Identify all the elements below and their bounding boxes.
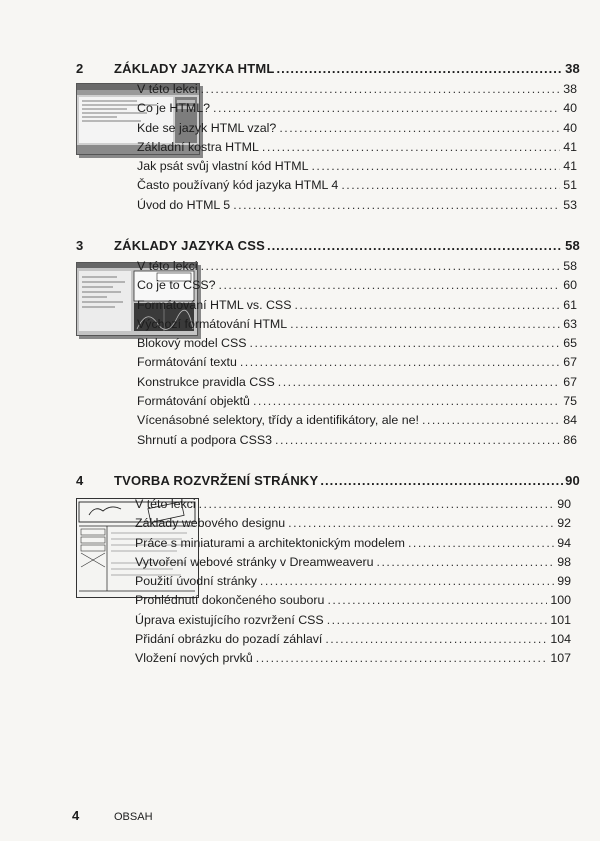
toc-entry[interactable] xyxy=(135,593,571,612)
entry-title: Práce s miniaturami a architektonickým modelem xyxy=(135,535,405,550)
dot-leader xyxy=(219,278,561,292)
entry-page: 107 xyxy=(550,651,571,666)
entry-page: 75 xyxy=(563,394,577,409)
entry-page: 86 xyxy=(563,432,577,447)
toc-entry[interactable] xyxy=(135,497,571,516)
chapter-number: 3 xyxy=(76,238,84,253)
dot-leader xyxy=(250,336,561,350)
dot-leader xyxy=(408,536,554,550)
entry-title: Často používaný kód jazyka HTML 4 xyxy=(137,178,339,193)
entry-page: 38 xyxy=(563,82,577,96)
toc-entry[interactable] xyxy=(137,121,577,140)
entry-title: V této lekci xyxy=(135,497,196,511)
entry-page: 53 xyxy=(563,197,577,212)
dot-leader xyxy=(260,574,554,588)
toc-entry[interactable] xyxy=(137,178,577,197)
toc-entry[interactable] xyxy=(137,317,577,336)
entry-page: 41 xyxy=(563,139,577,154)
entry-page: 84 xyxy=(563,413,577,428)
entry-title: Formátování textu xyxy=(137,355,237,370)
chapter-title: ZÁKLADY JAZYKA CSS xyxy=(114,238,265,253)
dot-leader xyxy=(288,516,554,530)
dot-leader xyxy=(422,413,560,427)
entry-title: Přidání obrázku do pozadí záhlaví xyxy=(135,632,323,647)
entry-page: 104 xyxy=(550,632,571,647)
toc-entry[interactable] xyxy=(135,574,571,593)
entry-title: Základní kostra HTML xyxy=(137,139,259,154)
footer-label: OBSAH xyxy=(114,811,153,823)
entry-page: 90 xyxy=(557,497,571,511)
entry-page: 51 xyxy=(563,178,577,193)
chapter-3-entries xyxy=(137,259,577,452)
entry-title: V této lekci xyxy=(137,82,198,96)
toc-entry[interactable] xyxy=(135,613,571,632)
dot-leader xyxy=(262,140,560,154)
chapter-2-entries xyxy=(137,82,577,217)
toc-entry[interactable] xyxy=(137,159,577,178)
dot-leader xyxy=(201,259,561,273)
entry-title: Vytvoření webové stránky v Dreamweaveru xyxy=(135,554,374,569)
dot-leader xyxy=(320,473,563,488)
entry-title: Formátování objektů xyxy=(137,394,250,409)
entry-title: Úvod do HTML 5 xyxy=(137,197,231,212)
toc-entry[interactable] xyxy=(135,516,571,535)
toc-entry[interactable] xyxy=(137,413,577,432)
entry-title: Vložení nových prvků xyxy=(135,651,253,666)
dot-leader xyxy=(213,101,560,115)
chapter-title: ZÁKLADY JAZYKA HTML xyxy=(114,61,275,76)
chapter-title: TVORBA ROZVRŽENÍ STRÁNKY xyxy=(114,473,319,488)
entry-title: Shrnutí a podpora CSS3 xyxy=(137,432,273,447)
entry-title: Jak psát svůj vlastní kód HTML xyxy=(137,159,309,174)
entry-title: V této lekci xyxy=(137,259,198,273)
entry-title: Formátování HTML vs. CSS xyxy=(137,297,292,312)
entry-title: Prohlédnutí dokončeného souboru xyxy=(135,593,325,608)
dot-leader xyxy=(277,61,564,76)
toc-entry[interactable] xyxy=(137,82,577,101)
entry-page: 98 xyxy=(557,554,571,569)
dot-leader xyxy=(341,178,560,192)
chapter-number: 2 xyxy=(76,61,84,76)
entry-page: 58 xyxy=(563,259,577,273)
entry-title: Konstrukce pravidla CSS xyxy=(137,374,275,389)
toc-entry[interactable] xyxy=(137,336,577,355)
entry-page: 63 xyxy=(563,316,577,331)
entry-page: 92 xyxy=(557,516,571,531)
dot-leader xyxy=(275,433,560,447)
entry-page: 99 xyxy=(557,574,571,589)
toc-entry[interactable] xyxy=(137,101,577,120)
dot-leader xyxy=(294,298,560,312)
entry-page: 61 xyxy=(563,297,577,312)
toc-entry[interactable] xyxy=(137,394,577,413)
chapter-page: 38 xyxy=(565,61,580,76)
entry-page: 67 xyxy=(563,374,577,389)
dot-leader xyxy=(377,555,555,569)
entry-page: 94 xyxy=(557,535,571,550)
toc-entry[interactable] xyxy=(137,433,577,452)
entry-title: Použití úvodní stránky xyxy=(135,574,257,589)
page-footer xyxy=(72,808,153,823)
chapter-page: 90 xyxy=(565,473,580,488)
dot-leader xyxy=(327,613,548,627)
entry-title: Co je to CSS? xyxy=(137,278,216,293)
dot-leader xyxy=(233,198,560,212)
dot-leader xyxy=(253,394,560,408)
chapter-3-heading xyxy=(76,238,580,256)
dot-leader xyxy=(325,632,547,646)
dot-leader xyxy=(311,159,560,173)
toc-entry[interactable] xyxy=(137,298,577,317)
chapter-4-heading xyxy=(76,473,580,491)
dot-leader xyxy=(199,497,555,511)
entry-title: Vícenásobné selektory, třídy a identifikátory, ale ne! xyxy=(137,413,419,428)
chapter-4-entries xyxy=(135,497,571,671)
entry-title: Základy webového designu xyxy=(135,516,286,531)
entry-title: Blokový model CSS xyxy=(137,336,247,351)
toc-entry[interactable] xyxy=(137,278,577,297)
toc-entry[interactable] xyxy=(137,198,577,217)
entry-page: 67 xyxy=(563,355,577,370)
entry-page: 100 xyxy=(550,593,571,608)
toc-entry[interactable] xyxy=(137,355,577,374)
chapter-number: 4 xyxy=(76,473,84,488)
entry-page: 65 xyxy=(563,336,577,351)
toc-entry[interactable] xyxy=(135,651,571,670)
entry-page: 40 xyxy=(563,101,577,116)
toc-entry[interactable] xyxy=(135,536,571,555)
chapter-2-heading xyxy=(76,61,580,79)
entry-page: 101 xyxy=(550,612,571,627)
chapter-page: 58 xyxy=(565,238,580,253)
toc-entry[interactable] xyxy=(137,375,577,394)
dot-leader xyxy=(327,593,547,607)
dot-leader xyxy=(267,238,563,253)
entry-title: Výchozí formátování HTML xyxy=(137,316,288,331)
dot-leader xyxy=(279,121,560,135)
entry-title: Co je HTML? xyxy=(137,101,210,116)
toc-entry[interactable] xyxy=(137,259,577,278)
entry-page: 40 xyxy=(563,120,577,135)
toc-entry[interactable] xyxy=(137,140,577,159)
entry-page: 41 xyxy=(563,159,577,174)
dot-leader xyxy=(201,82,561,96)
dot-leader xyxy=(256,651,548,665)
toc-entry[interactable] xyxy=(135,555,571,574)
entry-title: Kde se jazyk HTML vzal? xyxy=(137,120,277,135)
entry-title: Úprava existujícího rozvržení CSS xyxy=(135,612,324,627)
dot-leader xyxy=(278,375,560,389)
dot-leader xyxy=(290,317,560,331)
entry-page: 60 xyxy=(563,278,577,293)
dot-leader xyxy=(240,355,560,369)
toc-entry[interactable] xyxy=(135,632,571,651)
footer-page-number: 4 xyxy=(72,808,80,823)
